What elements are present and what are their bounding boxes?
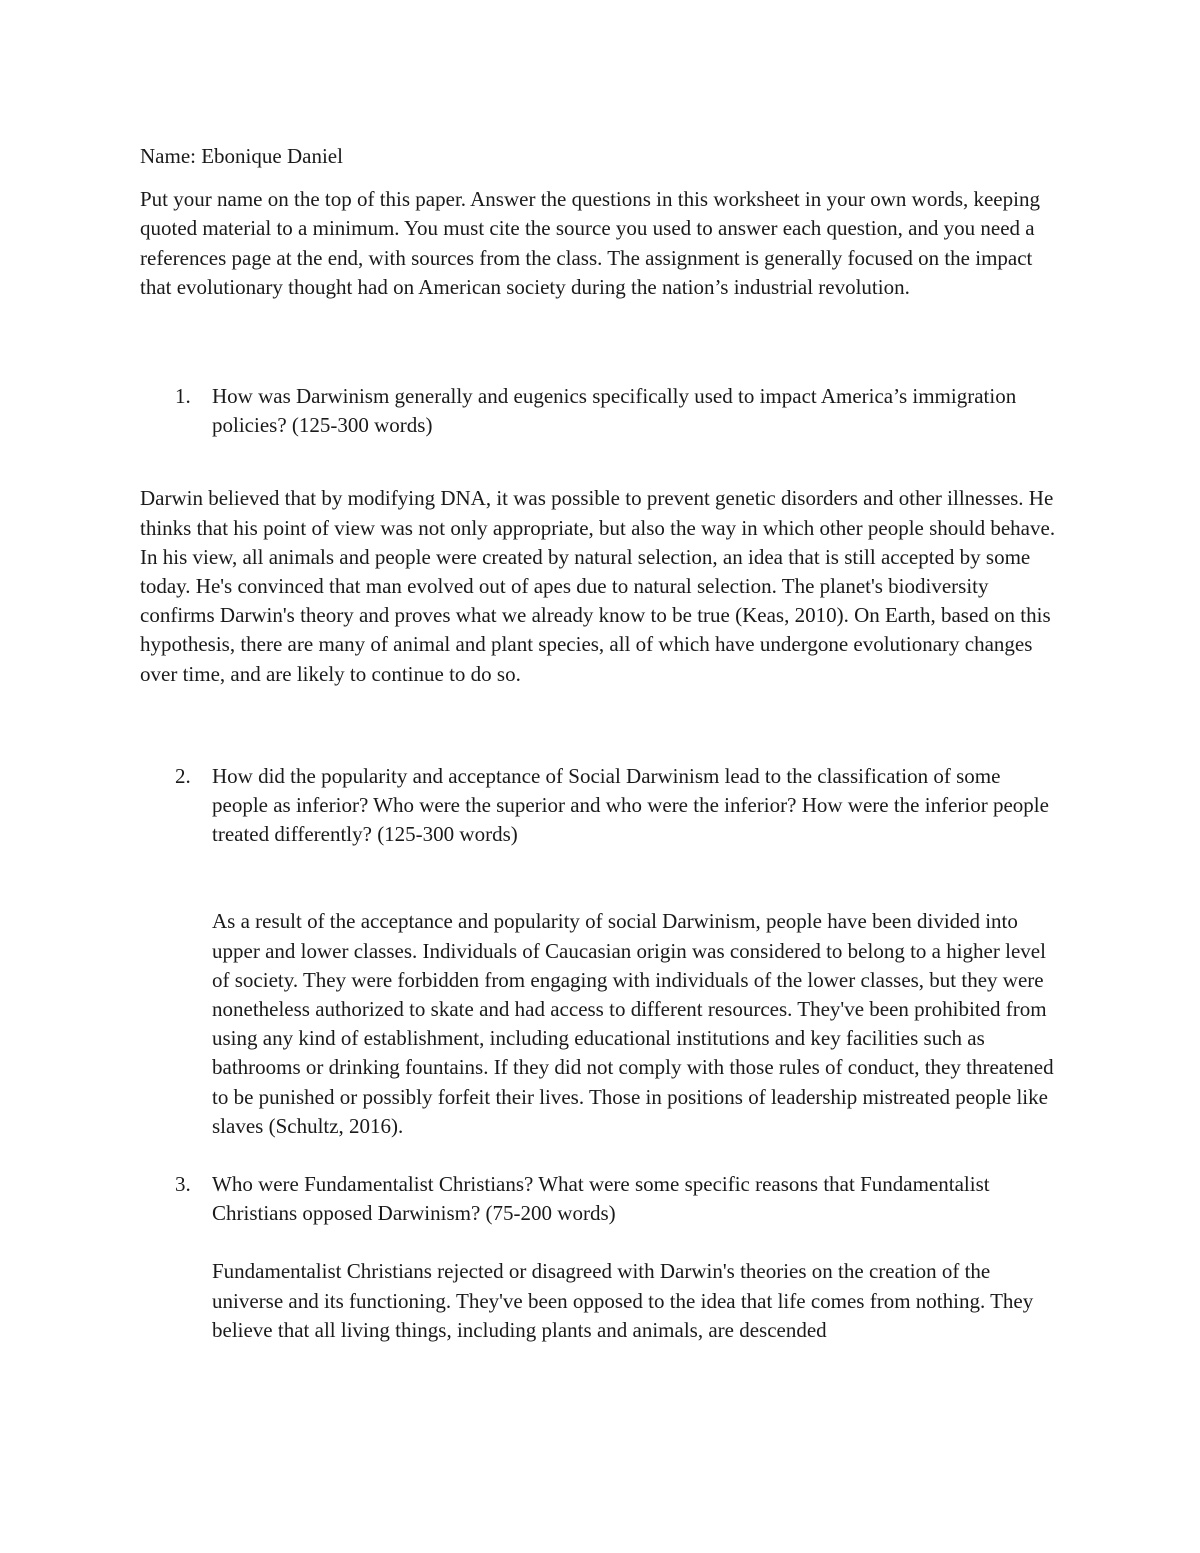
question-text: How did the popularity and acceptance of Social Darwinism lead to the classification of some people as inferior? Who were the superior and who were the inferior? How were the inferior people treated differently? (125-300 words) — [212, 763, 1049, 847]
student-name-line: Name: Ebonique Daniel — [140, 144, 343, 168]
question-number: 2. — [175, 763, 191, 788]
answer-3: Fundamentalist Christians rejected or disagreed with Darwin's theories on the creation of the universe and its functioning. They've been opposed to the idea that life comes from nothing. They believe that all living things, including plants and animals, are descended — [212, 1259, 1034, 1342]
question-3 — [140, 1170, 1060, 1228]
answer-2: As a result of the acceptance and popularity of social Darwinism, people have been divided into upper and lower classes. Individuals of Caucasian origin was considered to belong to a higher level of society. They were forbidden from engaging with individuals of the lower classes, but they were nonetheless authorized to skate and had access to different resources. They've been prohibited from using any kind of establishment, including educational institutions and key facilities such as bathrooms or drinking fountains. If they did not comply with those rules of conduct, they threatened to be punished or possibly forfeit their lives. Those in positions of leadership mistreated people like slaves (Schultz, 2016). — [212, 909, 1054, 1138]
answer-1: Darwin believed that by modifying DNA, it was possible to prevent genetic disorders and other illnesses. He thinks that his point of view was not only appropriate, but also the way in which other people should behave. In his view, all animals and people were created by natural selection, an idea that is still accepted by some today. He's convinced that man evolved out of apes due to natural selection. The planet's biodiversity confirms Darwin's theory and proves what we already know to be true (Keas, 2010). On Earth, based on this hypothesis, there are many of animal and plant species, all of which have undergone evolutionary changes over time, and are likely to continue to do so. — [140, 486, 1056, 686]
question-text: Who were Fundamentalist Christians? What were some specific reasons that Fundamentalist Christians opposed Darwinism? (75-200 words) — [212, 1172, 990, 1226]
question-2 — [140, 762, 1060, 850]
question-text: How was Darwinism generally and eugenics specifically used to impact America’s immigration policies? (125-300 words) — [212, 384, 1017, 438]
assignment-instructions: Put your name on the top of this paper. Answer the questions in this worksheet in your own words, keeping quoted material to a minimum. You must cite the source you used to answer each question, and you need a references page at the end, with sources from the class. The assignment is generally focused on the impact that evolutionary thought had on American society during the nation’s industrial revolution. — [140, 187, 1040, 299]
question-number: 1. — [175, 384, 191, 409]
document-body — [140, 140, 1060, 1345]
question-1 — [140, 382, 1060, 440]
question-number: 3. — [175, 1172, 191, 1197]
